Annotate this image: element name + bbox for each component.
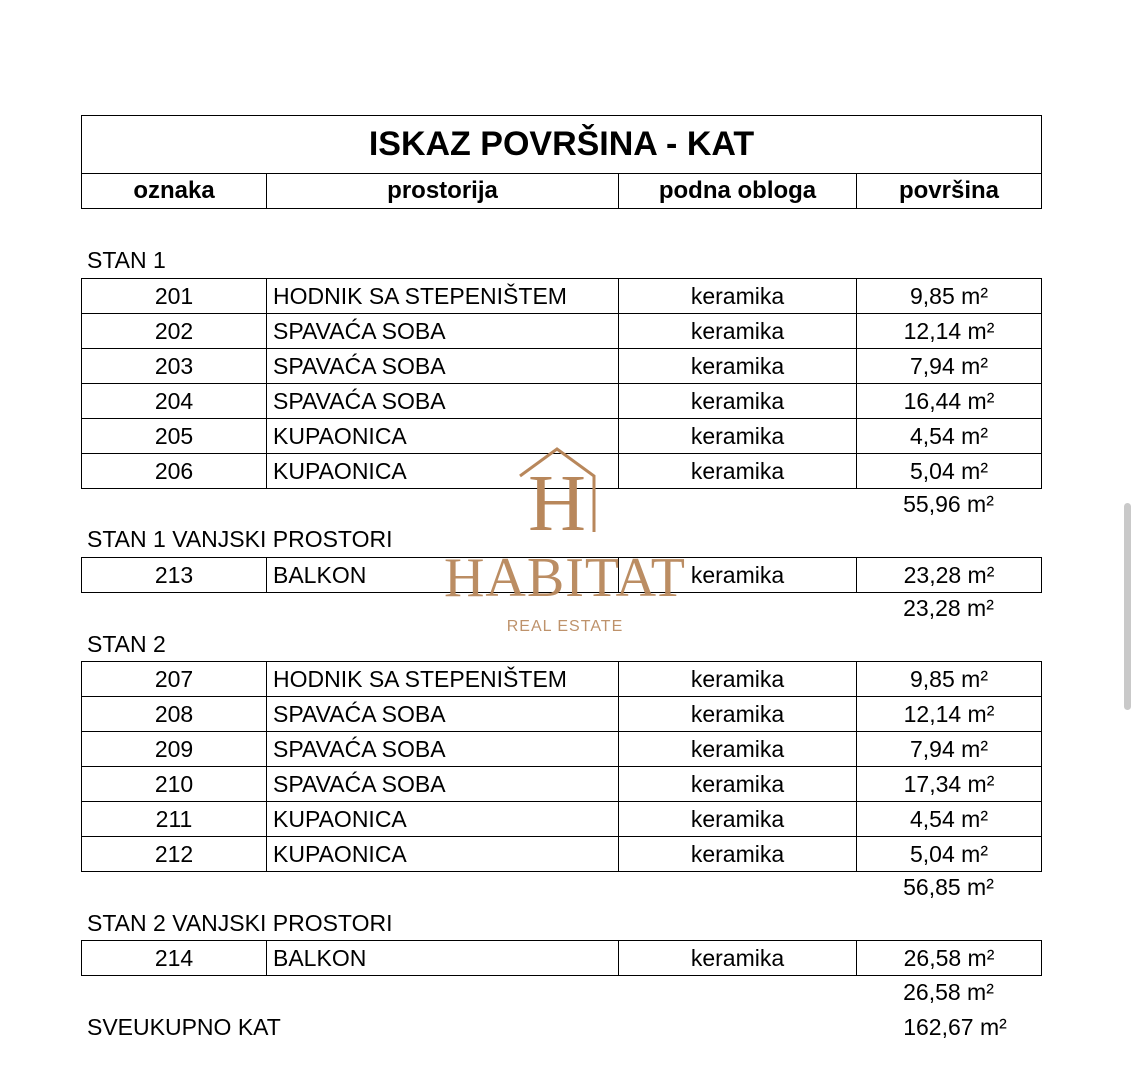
cell-prostorija: SPAVAĆA SOBA (266, 766, 619, 802)
cell-oznaka: 210 (81, 766, 267, 802)
cell-oznaka: 202 (81, 313, 267, 349)
cell-obloga: keramika (618, 418, 857, 454)
cell-oznaka: 206 (81, 453, 267, 489)
cell-povrsina: 5,04 m² (856, 453, 1042, 489)
cell-oznaka: 211 (81, 801, 267, 837)
cell-obloga: keramika (618, 557, 857, 593)
cell-prostorija: HODNIK SA STEPENIŠTEM (266, 278, 619, 314)
cell-oznaka: 207 (81, 661, 267, 697)
cell-obloga: keramika (618, 766, 857, 802)
cell-oznaka: 212 (81, 836, 267, 872)
cell-prostorija: KUPAONICA (266, 836, 619, 872)
house-logo-icon (516, 446, 598, 536)
cell-prostorija: BALKON (266, 557, 619, 593)
cell-obloga: keramika (618, 661, 857, 697)
cell-povrsina: 17,34 m² (856, 766, 1042, 802)
cell-povrsina: 4,54 m² (856, 418, 1042, 454)
cell-povrsina: 26,58 m² (856, 940, 1042, 976)
cell-obloga: keramika (618, 453, 857, 489)
cell-obloga: keramika (618, 313, 857, 349)
section-label: STAN 1 VANJSKI PROSTORI (87, 525, 393, 552)
cell-povrsina: 23,28 m² (856, 557, 1042, 593)
cell-povrsina: 9,85 m² (856, 278, 1042, 314)
cell-prostorija: SPAVAĆA SOBA (266, 383, 619, 419)
cell-obloga: keramika (618, 383, 857, 419)
cell-obloga: keramika (618, 836, 857, 872)
subtotal-value: 55,96 m² (903, 490, 994, 517)
section-label: STAN 2 (87, 630, 166, 657)
cell-prostorija: SPAVAĆA SOBA (266, 313, 619, 349)
cell-povrsina: 12,14 m² (856, 313, 1042, 349)
cell-prostorija: KUPAONICA (266, 801, 619, 837)
cell-povrsina: 7,94 m² (856, 731, 1042, 767)
header-oznaka: oznaka (81, 173, 267, 209)
cell-povrsina: 5,04 m² (856, 836, 1042, 872)
watermark-tagline: REAL ESTATE (506, 618, 624, 635)
header-povrsina: površina (856, 173, 1042, 209)
cell-prostorija: BALKON (266, 940, 619, 976)
cell-obloga: keramika (618, 801, 857, 837)
cell-oznaka: 203 (81, 348, 267, 384)
cell-oznaka: 201 (81, 278, 267, 314)
cell-oznaka: 208 (81, 696, 267, 732)
cell-prostorija: KUPAONICA (266, 418, 619, 454)
cell-povrsina: 12,14 m² (856, 696, 1042, 732)
cell-obloga: keramika (618, 696, 857, 732)
cell-obloga: keramika (618, 278, 857, 314)
scrollbar-thumb[interactable] (1124, 503, 1131, 710)
watermark-brand: HABITAT (443, 547, 687, 609)
table-title: ISKAZ POVRŠINA - KAT (81, 115, 1042, 174)
header-podna-obloga: podna obloga (618, 173, 857, 209)
cell-oznaka: 204 (81, 383, 267, 419)
cell-prostorija: HODNIK SA STEPENIŠTEM (266, 661, 619, 697)
cell-prostorija: SPAVAĆA SOBA (266, 348, 619, 384)
header-prostorija: prostorija (266, 173, 619, 209)
cell-povrsina: 7,94 m² (856, 348, 1042, 384)
cell-obloga: keramika (618, 940, 857, 976)
cell-povrsina: 9,85 m² (856, 661, 1042, 697)
cell-povrsina: 16,44 m² (856, 383, 1042, 419)
subtotal-value: 26,58 m² (903, 978, 994, 1005)
subtotal-value: 23,28 m² (903, 594, 994, 621)
cell-oznaka: 214 (81, 940, 267, 976)
section-label: STAN 2 VANJSKI PROSTORI (87, 909, 393, 936)
grand-total-value: 162,67 m² (903, 1013, 1007, 1040)
section-label: STAN 1 (87, 246, 166, 273)
cell-oznaka: 213 (81, 557, 267, 593)
cell-oznaka: 209 (81, 731, 267, 767)
cell-prostorija: SPAVAĆA SOBA (266, 731, 619, 767)
subtotal-value: 56,85 m² (903, 873, 994, 900)
cell-prostorija: SPAVAĆA SOBA (266, 696, 619, 732)
cell-obloga: keramika (618, 348, 857, 384)
svg-text:H: H (528, 460, 586, 536)
cell-obloga: keramika (618, 731, 857, 767)
cell-oznaka: 205 (81, 418, 267, 454)
cell-prostorija: KUPAONICA (266, 453, 619, 489)
cell-povrsina: 4,54 m² (856, 801, 1042, 837)
grand-total-label: SVEUKUPNO KAT (87, 1013, 281, 1040)
